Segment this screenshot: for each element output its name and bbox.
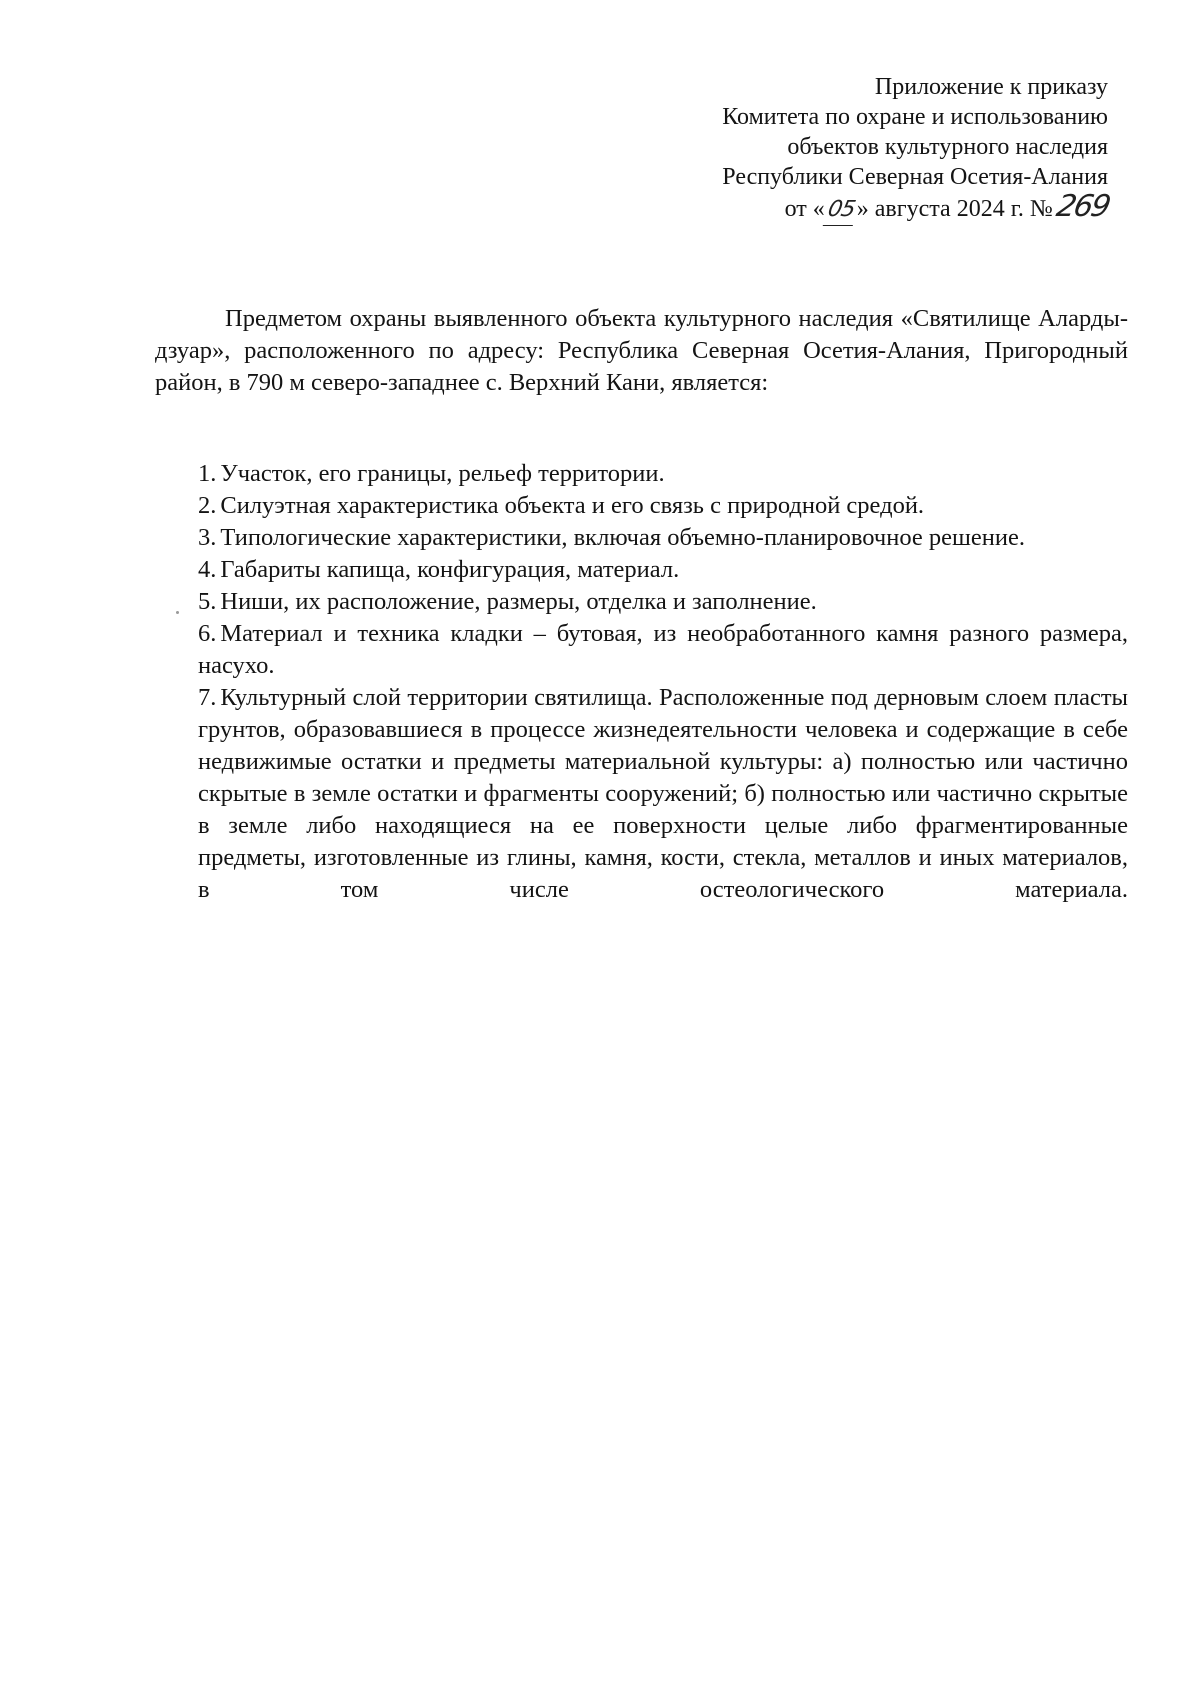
header-line-4: Республики Северная Осетия-Алания (722, 164, 1108, 190)
item-number: 3. (198, 524, 217, 551)
item-number: 5. (198, 588, 217, 615)
protection-items-list (198, 458, 1128, 906)
handwritten-day: 05 (822, 195, 859, 226)
item-number: 1. (198, 460, 217, 487)
list-item (198, 586, 1128, 618)
item-text: Участок, его границы, рельеф территории. (220, 460, 665, 487)
item-text: Ниши, их расположение, размеры, отделка и заполнение. (220, 588, 817, 615)
date-middle: » августа 2024 г. № (856, 196, 1053, 222)
intro-paragraph: Предметом охраны выявленного объекта культурного наследия «Святилище Аларды-дзуар», расположенного по адресу: Республика Северная Осетия-Алания, Пригородный район, в 790 м северо-западнее с. Верхний Кани, является: (155, 305, 1128, 396)
item-text: Материал и техника кладки – бутовая, из необработанного камня разного размера, насухо. (198, 620, 1128, 679)
list-item (198, 618, 1128, 682)
item-text: Культурный слой территории святилища. Расположенные под дерновым слоем пласты грунтов, образовавшиеся в процессе жизнедеятельности человека и содержащие в себе недвижимые остатки и предметы материальной культуры: а) полностью или частично скрытые в земле остатки и фрагменты сооружений; б) полностью или частично скрытые в земле либо находящиеся на ее поверхности целые либо фрагментированные предметы, изготовленные из глины, камня, кости, стекла, металлов и иных материалов, в том числе остеологического материала. (198, 684, 1128, 903)
item-text: Типологические характеристики, включая объемно-планировочное решение. (220, 524, 1025, 551)
date-prefix: от « (784, 196, 825, 222)
list-item (198, 554, 1128, 586)
item-number: 2. (198, 492, 217, 519)
header-line-1: Приложение к приказу (874, 74, 1108, 100)
list-item (198, 458, 1128, 490)
item-number: 6. (198, 620, 217, 647)
item-text: Силуэтная характеристика объекта и его связь с природной средой. (220, 492, 925, 519)
list-item (198, 682, 1128, 906)
item-text: Габариты капища, конфигурация, материал. (220, 556, 680, 583)
list-item (198, 490, 1128, 522)
header-line-2: Комитета по охране и использованию (722, 104, 1108, 130)
appendix-header (548, 72, 1112, 226)
item-number: 7. (198, 684, 217, 711)
item-number: 4. (198, 556, 217, 583)
handwritten-order-number: 269 (1053, 189, 1112, 224)
scan-speck (176, 611, 179, 614)
order-date-line (548, 189, 1112, 226)
header-line-3: объектов культурного наследия (787, 134, 1108, 160)
list-item (198, 522, 1128, 554)
